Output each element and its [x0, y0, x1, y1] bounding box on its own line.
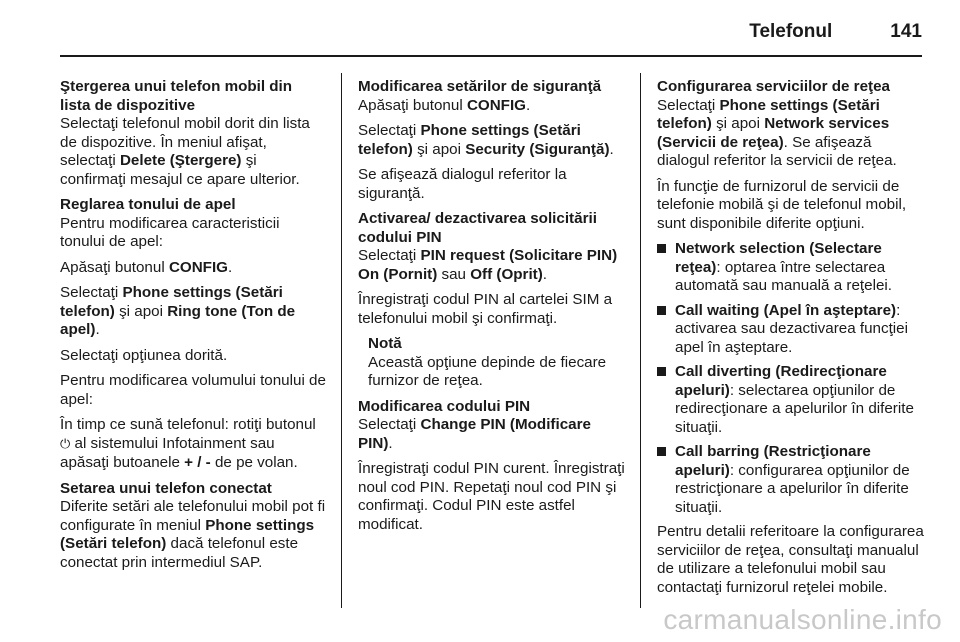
page-header — [60, 12, 922, 52]
section-heading: Activarea/ dezactivarea solicitării codului PIN — [358, 210, 597, 246]
bullet-square-icon — [657, 306, 666, 315]
paragraph: În funcţie de furnizorul de servicii de telefonie mobilă şi de telefonul mobil, sunt disponibile diferite opţiuni. — [657, 177, 907, 232]
paragraph: Apăsaţi butonul CONFIG. — [60, 258, 233, 276]
section-heading: Modificarea setărilor de siguranţă — [358, 78, 602, 95]
list-item: Call waiting (Apel în aşteptare): activarea sau dezactivarea funcţiei apel în aşteptare. — [657, 302, 925, 358]
paragraph: Selectaţi Phone settings (Setări telefon) şi apoi Ring tone (Ton de apel). — [60, 284, 296, 338]
column-divider — [341, 73, 342, 608]
column-2 — [358, 78, 626, 541]
paragraph: În timp ce sună telefonul: rotiţi butonul ⏻ al sistemului Infotainment sau apăsaţi butoanele + / - de pe volan. — [60, 416, 316, 471]
section-pin-request — [358, 210, 626, 391]
list-item: Call barring (Restricţionare apeluri): configurarea opţiunilor de restricţionare a apelurilor în diferite situaţii. — [657, 443, 925, 517]
list-item: Network selection (Selectare reţea): optarea între selectarea automată sau manuală a reţelei. — [657, 240, 925, 296]
paragraph: Înregistraţi codul PIN curent. Înregistraţi noul cod PIN. Repetaţi noul cod PIN şi confirmaţi. Codul PIN este astfel modificat. — [358, 460, 625, 533]
section-security-settings — [358, 78, 626, 203]
paragraph: Selectaţi opţiunea dorită. — [60, 346, 228, 364]
paragraph: Înregistraţi codul PIN al cartelei SIM a telefonului mobil şi confirmaţi. — [358, 291, 613, 327]
paragraph: Selectaţi telefonul mobil dorit din lista de dispozitive. În meniul afişat, selectaţi Delete (Ştergere) şi confirmaţi mesajul ce apare ulterior. — [60, 115, 310, 188]
list-item: Call diverting (Redirecţionare apeluri): selectarea opţiunilor de redirecţionare a apelurilor în diferite situaţii. — [657, 363, 925, 437]
paragraph: Se afişează dialogul referitor la siguranţă. — [358, 166, 567, 202]
section-heading: Reglarea tonului de apel — [60, 196, 236, 213]
paragraph: Pentru detalii referitoare la configurarea serviciilor de reţea, consultaţi manualul de utilizare a telefonului mobil sau contactaţi furnizorul reţelei mobile. — [657, 523, 924, 596]
page-title: Telefonul — [749, 21, 833, 42]
column-divider — [640, 73, 641, 608]
section-heading: Ştergerea unui telefon mobil din lista de dispozitive — [60, 78, 293, 114]
header-rule — [60, 55, 922, 57]
watermark: carmanualsonline.info — [663, 604, 942, 635]
paragraph: Pentru modificarea caracteristicii tonului de apel: — [60, 214, 280, 250]
paragraph: Selectaţi Phone settings (Setări telefon) şi apoi Network services (Servicii de reţea). Se afişează dialogul referitor la servicii de reţea. — [657, 96, 897, 169]
options-list — [657, 240, 925, 517]
paragraph: Pentru modificarea volumului tonului de apel: — [60, 372, 326, 408]
note-text: Această opţiune depinde de fiecare furnizor de reţea. — [368, 353, 607, 389]
paragraph: Selectaţi Phone settings (Setări telefon) şi apoi Security (Siguranţă). — [358, 122, 614, 158]
section-heading: Configurarea serviciilor de reţea — [657, 78, 890, 95]
section-delete-phone — [60, 78, 326, 189]
page-number: 141 — [890, 21, 922, 42]
section-ringtone — [60, 196, 326, 473]
bullet-square-icon — [657, 447, 666, 456]
section-change-pin — [358, 398, 626, 535]
bullet-square-icon — [657, 244, 666, 253]
paragraph: Diferite setări ale telefonului mobil pot fi configurate în meniul Phone settings (Setări telefon) dacă telefonul este conectat prin intermediul SAP. — [60, 498, 326, 571]
note-box — [368, 335, 626, 391]
bullet-square-icon — [657, 367, 666, 376]
column-1 — [60, 78, 326, 579]
paragraph: Selectaţi Change PIN (Modificare PIN). — [358, 416, 591, 452]
section-heading: Modificarea codului PIN — [358, 397, 531, 415]
paragraph: Apăsaţi butonul CONFIG. — [358, 96, 531, 114]
note-title: Notă — [368, 335, 402, 352]
section-connected-phone — [60, 480, 326, 573]
section-network-services — [657, 78, 925, 597]
power-knob-icon: ⏻ — [60, 436, 71, 452]
section-heading: Setarea unui telefon conectat — [60, 479, 272, 497]
column-3 — [657, 78, 925, 604]
paragraph: Selectaţi PIN request (Solicitare PIN) On (Pornit) sau Off (Oprit). — [358, 247, 618, 283]
